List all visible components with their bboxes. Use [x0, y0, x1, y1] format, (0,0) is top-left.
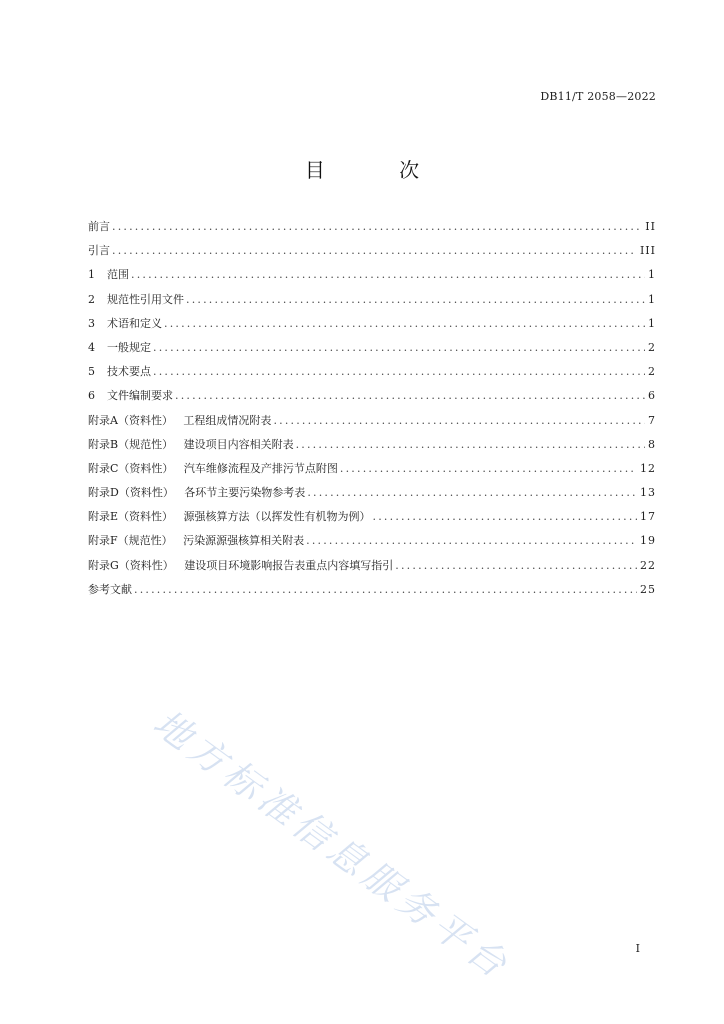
- toc-page-number: III: [639, 244, 656, 258]
- toc-page-number: 2: [648, 340, 656, 354]
- toc-leader-dots: [112, 219, 642, 235]
- toc-entry-label: 附录E（资料性） 源强核算方法（以挥发性有机物为例）: [88, 510, 371, 524]
- toc-page-number: II: [645, 220, 656, 233]
- toc-entry-introduction[interactable]: [88, 243, 656, 267]
- toc-entry-label: 附录B（规范性） 建设项目内容相关附表: [88, 437, 294, 451]
- toc-page-number: 1: [648, 268, 656, 282]
- toc-entry-appendix-f[interactable]: [88, 533, 656, 557]
- toc-entry-normative-references[interactable]: [88, 292, 656, 316]
- toc-leader-dots: [273, 413, 645, 429]
- toc-leader-dots: [306, 533, 637, 549]
- toc-entry-technical-points[interactable]: [88, 364, 656, 388]
- toc-entry-number: 2: [88, 292, 95, 306]
- toc-leader-dots: [340, 461, 637, 477]
- toc-page-number: 12: [640, 461, 656, 475]
- toc-page-number: 1: [648, 316, 656, 330]
- toc-entry-appendix-g[interactable]: [88, 558, 656, 582]
- toc-entry-general-provisions[interactable]: [88, 340, 656, 364]
- toc-entry-label: 文件编制要求: [107, 389, 173, 403]
- toc-page-number: 19: [640, 534, 656, 548]
- toc-page-number: 13: [640, 486, 656, 500]
- toc-entry-terms-definitions[interactable]: [88, 316, 656, 340]
- toc-page-number: 6: [648, 389, 656, 403]
- toc-page-number: 17: [640, 510, 656, 524]
- toc-entry-number: 6: [88, 389, 95, 403]
- toc-page-number: 2: [648, 365, 656, 379]
- toc-entry-appendix-b[interactable]: [88, 437, 656, 461]
- toc-entry-bibliography[interactable]: [88, 582, 656, 606]
- toc-entry-label: 术语和定义: [107, 316, 162, 330]
- toc-leader-dots: [186, 292, 645, 308]
- toc-leader-dots: [373, 509, 637, 525]
- toc-leader-dots: [112, 243, 637, 259]
- toc-entry-label: 技术要点: [107, 365, 151, 379]
- toc-entry-label: 前言: [88, 220, 110, 233]
- toc-entry-number: 3: [88, 316, 95, 330]
- toc-entry-number: 4: [88, 340, 95, 354]
- toc-entry-number: 5: [88, 365, 95, 379]
- toc-entry-appendix-e[interactable]: [88, 509, 656, 533]
- table-of-contents: [88, 219, 656, 606]
- toc-entry-label: 附录G（资料性） 建设项目环境影响报告表重点内容填写指引: [88, 558, 394, 572]
- toc-leader-dots: [175, 388, 645, 404]
- toc-leader-dots: [153, 364, 645, 380]
- toc-leader-dots: [131, 267, 645, 283]
- toc-entry-label: 引言: [88, 244, 110, 258]
- document-code: DB11/T 2058—2022: [540, 90, 656, 103]
- toc-leader-dots: [296, 437, 645, 453]
- toc-entry-label: 附录C（资料性） 汽车维修流程及产排污节点附图: [88, 461, 338, 475]
- toc-entry-label: 附录D（资料性） 各环节主要污染物参考表: [88, 486, 306, 500]
- toc-entry-label: 一般规定: [107, 340, 151, 354]
- toc-entry-label: 附录A（资料性） 工程组成情况附表: [88, 413, 272, 427]
- toc-page-number: 1: [648, 292, 656, 306]
- toc-entry-appendix-d[interactable]: [88, 485, 656, 509]
- toc-entry-label: 附录F（规范性） 污染源源强核算相关附表: [88, 534, 305, 548]
- toc-leader-dots: [134, 582, 637, 598]
- toc-entry-appendix-a[interactable]: [88, 413, 656, 437]
- toc-entry-foreword[interactable]: [88, 219, 656, 243]
- toc-page-number: 7: [648, 413, 656, 427]
- toc-title: 目 次: [304, 158, 454, 182]
- toc-leader-dots: [164, 316, 645, 332]
- toc-leader-dots: [153, 340, 645, 356]
- toc-entry-label: 参考文献: [88, 582, 132, 596]
- toc-page-number: 25: [640, 582, 656, 596]
- page-number: I: [635, 942, 640, 955]
- watermark: 地方标准信息服务平台: [145, 701, 519, 989]
- toc-page-number: 22: [640, 558, 656, 572]
- toc-page-number: 8: [648, 437, 656, 451]
- toc-entry-document-requirements[interactable]: [88, 388, 656, 412]
- toc-entry-number: 1: [88, 268, 95, 282]
- toc-leader-dots: [307, 485, 637, 501]
- toc-entry-appendix-c[interactable]: [88, 461, 656, 485]
- toc-entry-label: 范围: [107, 268, 129, 282]
- toc-entry-scope[interactable]: [88, 267, 656, 291]
- toc-leader-dots: [395, 558, 637, 574]
- toc-entry-label: 规范性引用文件: [107, 292, 184, 306]
